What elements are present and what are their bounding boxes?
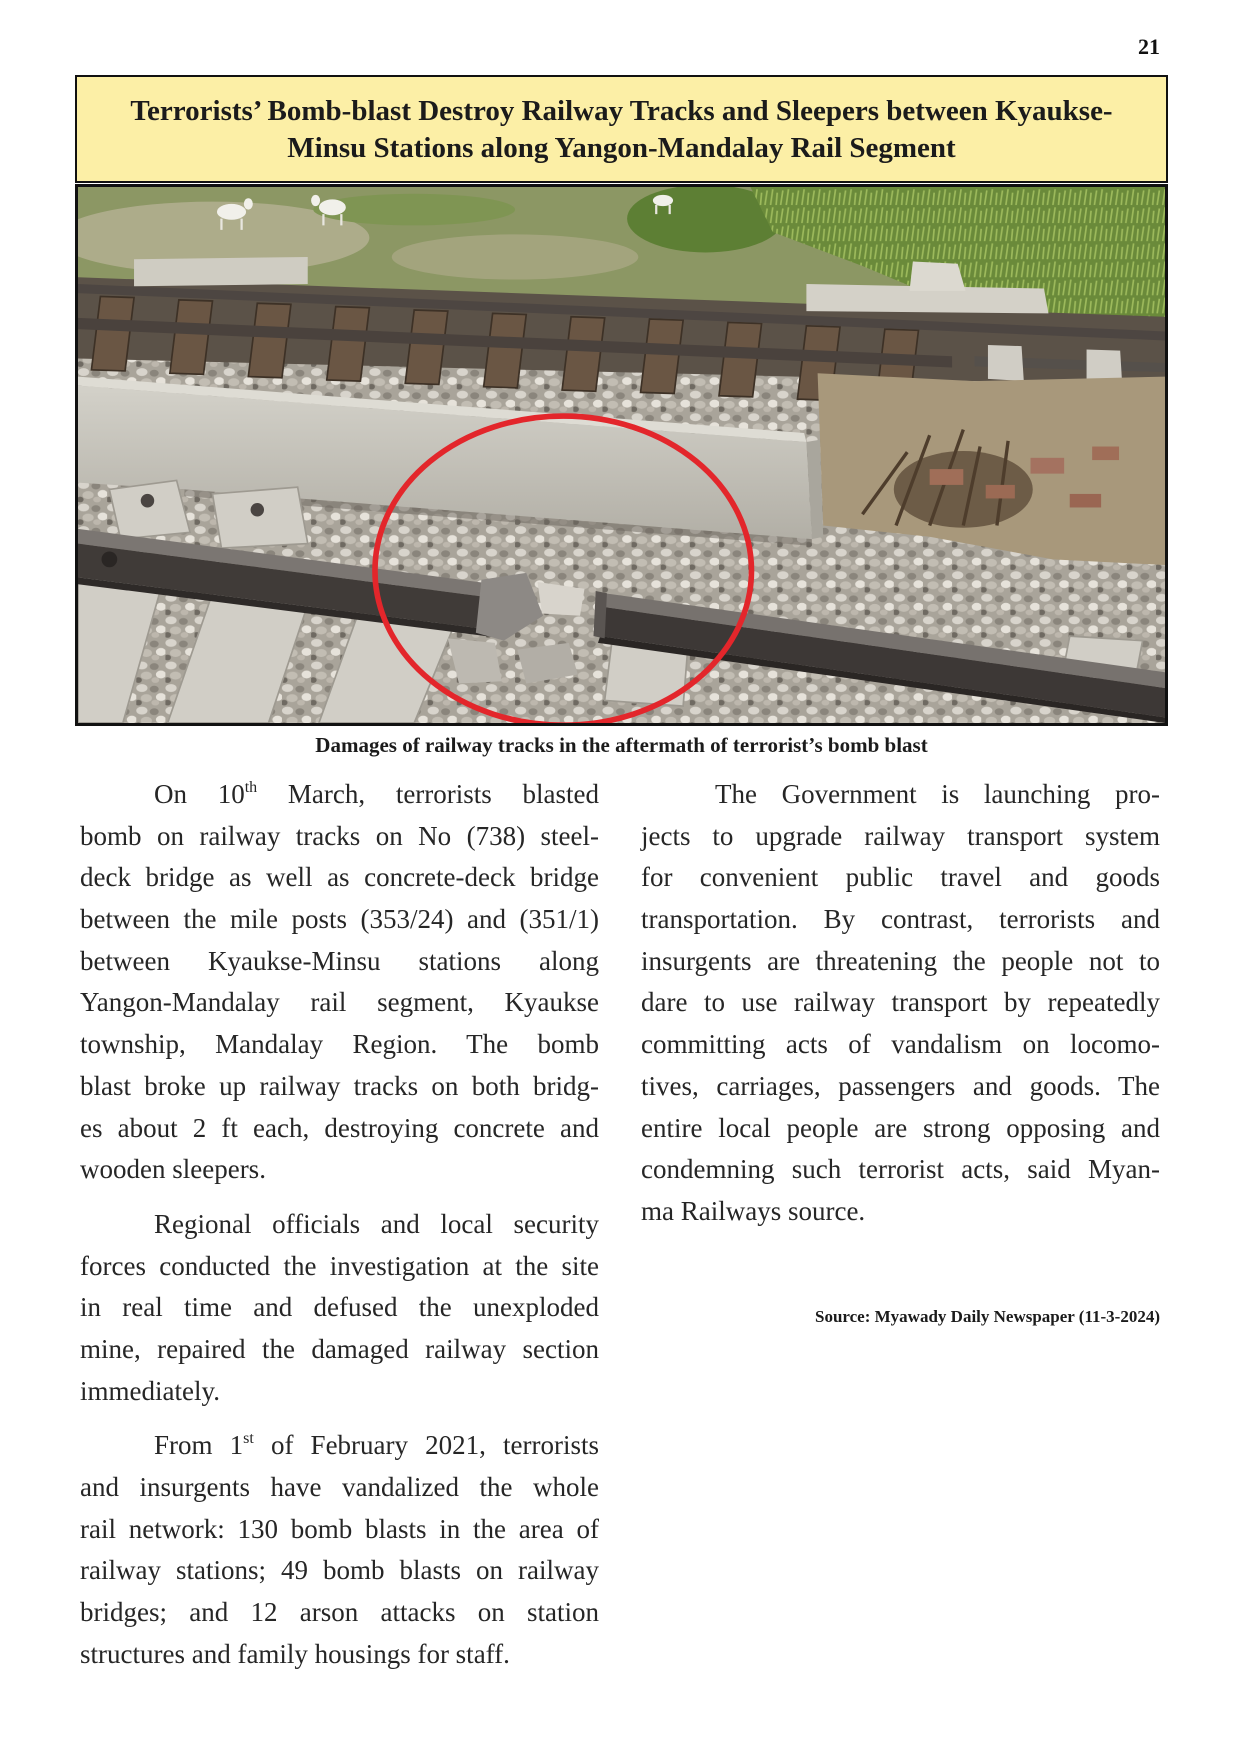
paragraph <box>80 1204 599 1412</box>
paragraph <box>641 774 1160 1233</box>
line-text: On 10 <box>154 779 245 809</box>
body-text-line: blast broke up railway tracks on both bridg- <box>80 1070 599 1101</box>
paragraph <box>80 774 599 1191</box>
body-text-line: Regional officials and local security <box>154 1208 599 1239</box>
concrete-block <box>134 257 308 286</box>
body-text-line: entire local people are strong opposing and <box>641 1112 1160 1143</box>
body-text-line: township, Mandalay Region. The bomb <box>80 1029 599 1060</box>
body-text-line: bridges; and 12 arson attacks on station <box>80 1597 599 1628</box>
headline-line: Minsu Stations along Yangon-Mandalay Rail Segment <box>287 132 956 164</box>
line-text: March, terrorists blasted <box>257 779 599 809</box>
news-photo-frame <box>75 184 1168 726</box>
body-text-line: and insurgents have vandalized the whole <box>80 1472 599 1502</box>
body-text-line: jects to upgrade railway transport system <box>641 820 1160 851</box>
railway-damage-photo <box>78 187 1165 723</box>
paragraph <box>80 1425 599 1675</box>
body-text-line: in real time and defused the unexploded <box>80 1292 599 1323</box>
photo-caption: Damages of railway tracks in the aftermath of terrorist’s bomb blast <box>315 733 928 757</box>
body-text-line <box>80 774 599 816</box>
concrete-sleeper <box>988 345 1024 381</box>
body-text-line: condemning such terrorist acts, said Myan- <box>641 1154 1160 1185</box>
body-text-line <box>80 1425 599 1467</box>
body-text-line: between the mile posts (353/24) and (351/1) <box>80 904 599 935</box>
body-text-line: ma Railways source. <box>641 1195 866 1226</box>
body-text-line: immediately. <box>80 1375 220 1406</box>
body-text-line: bomb on railway tracks on No (738) steel- <box>80 820 599 851</box>
concrete-block <box>909 261 965 290</box>
body-text-line: railway stations; 49 bomb blasts on railway <box>80 1555 599 1586</box>
body-text-line: The Government is launching pro- <box>715 779 1160 809</box>
page-number: 21 <box>1138 34 1160 59</box>
source-credit: Source: Myawady Daily Newspaper (11-3-2024) <box>814 1307 1160 1326</box>
line-text: From 1 <box>154 1430 244 1461</box>
ordinal-superscript: st <box>243 1430 254 1448</box>
body-text-line: Yangon-Mandalay rail segment, Kyaukse <box>80 987 599 1018</box>
body-text-line: structures and family housings for staff. <box>80 1638 510 1669</box>
body-text-line: rail network: 130 bomb blasts in the area of <box>80 1513 599 1544</box>
left-column <box>80 774 599 1688</box>
body-text-line: committing acts of vandalism on locomo- <box>641 1029 1160 1060</box>
body-text-line: forces conducted the investigation at the site <box>80 1250 599 1281</box>
right-column <box>641 774 1160 1246</box>
ordinal-superscript: th <box>244 779 258 796</box>
body-text-line: dare to use railway transport by repeatedly <box>641 987 1160 1018</box>
body-text-line: for convenient public travel and goods <box>641 862 1160 893</box>
body-text-line: between Kyaukse-Minsu stations along <box>80 945 599 976</box>
body-text-line: tives, carriages, passengers and goods. The <box>641 1070 1160 1101</box>
bolt <box>251 503 264 517</box>
body-text-line: mine, repaired the damaged railway section <box>80 1333 599 1364</box>
body-text-line: insurgents are threatening the people not to <box>641 945 1160 976</box>
headline-line: Terrorists’ Bomb-blast Destroy Railway Tracks and Sleepers between Kyaukse- <box>130 95 1113 127</box>
body-text-line: es about 2 ft each, destroying concrete and <box>80 1112 599 1143</box>
line-text: of February 2021, terrorists <box>253 1430 599 1461</box>
headline-box <box>75 75 1168 183</box>
body-text-line: wooden sleepers. <box>80 1154 266 1185</box>
body-text-line: transportation. By contrast, terrorists and <box>641 904 1160 935</box>
body-text-line: deck bridge as well as concrete-deck bridge <box>80 862 599 893</box>
bolt <box>141 494 154 508</box>
